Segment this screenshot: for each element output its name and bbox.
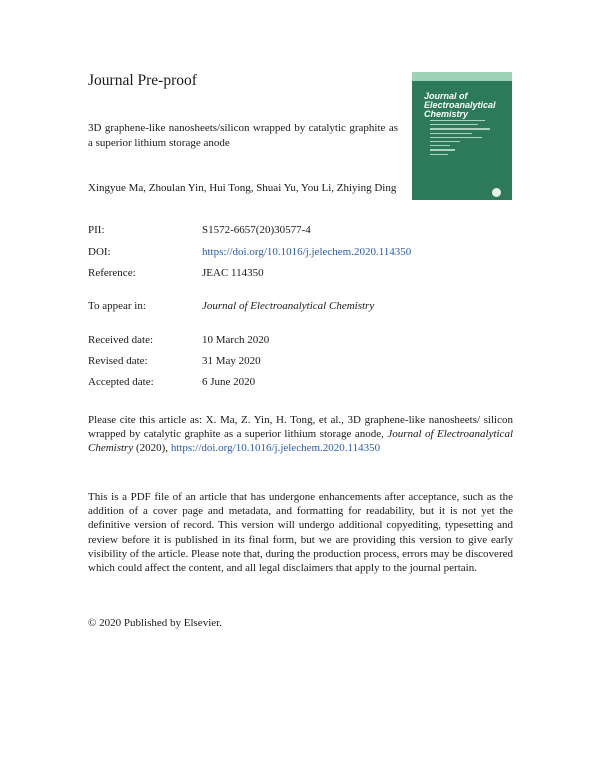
received-label: Received date:: [88, 334, 154, 346]
doi-label: DOI:: [88, 246, 111, 258]
appear-label: To appear in:: [88, 300, 146, 312]
reference-label: Reference:: [88, 267, 136, 279]
cover-journal-name: Journal of Electroanalytical Chemistry: [424, 91, 496, 119]
reference-value: JEAC 114350: [202, 267, 264, 279]
cover-contents-lines: [430, 120, 490, 158]
cover-header-bar: [412, 72, 512, 81]
citation-journal: Journal of Electroanalytical Chemistry: [88, 428, 513, 455]
author-list: Xingyue Ma, Zhoulan Yin, Hui Tong, Shuai Yu, You Li, Zhiying Ding: [88, 182, 397, 194]
publisher-logo-icon: [492, 188, 501, 197]
accepted-value: 6 June 2020: [202, 376, 256, 388]
revised-value: 31 May 2020: [202, 355, 261, 367]
journal-cover-image: [412, 72, 512, 200]
accepted-label: Accepted date:: [88, 376, 154, 388]
received-value: 10 March 2020: [202, 334, 270, 346]
citation-paragraph: [88, 413, 513, 456]
journal-pre-proof-label: Journal Pre-proof: [88, 72, 197, 89]
citation-text: Please cite this article as: X. Ma, Z. Yin, H. Tong, et al., 3D graphene-like nanosheets/ silicon wrapped by catalytic graphite as a superior lithium storage anode,: [88, 414, 513, 441]
paper-title: 3D graphene-like nanosheets/silicon wrapped by catalytic graphite as a superior lithium storage anode: [88, 122, 398, 149]
pii-value: S1572-6657(20)30577-4: [202, 224, 311, 236]
appear-value: Journal of Electroanalytical Chemistry: [202, 300, 375, 312]
copyright-notice: © 2020 Published by Elsevier.: [88, 617, 222, 629]
revised-label: Revised date:: [88, 355, 148, 367]
pii-label: PII:: [88, 224, 105, 236]
citation-doi-link[interactable]: https://doi.org/10.1016/j.jelechem.2020.114350: [170, 442, 381, 455]
cover-footer: [412, 190, 512, 200]
citation-year: (2020),: [133, 442, 171, 455]
pre-proof-notice: This is a PDF file of an article that has undergone enhancements after acceptance, such as the addition of a cover page and metadata, and formatting for readability, but it is not yet the definitive version of record. This version will undergo additional copyediting, typesetting and review before it is published in its final form, but we are providing this version to give early visibility of the article. Please note that, during the production process, errors may be discovered which could affect the content, and all legal disclaimers that apply to the journal pertain.: [88, 491, 513, 575]
doi-link[interactable]: https://doi.org/10.1016/j.jelechem.2020.114350: [202, 246, 412, 258]
